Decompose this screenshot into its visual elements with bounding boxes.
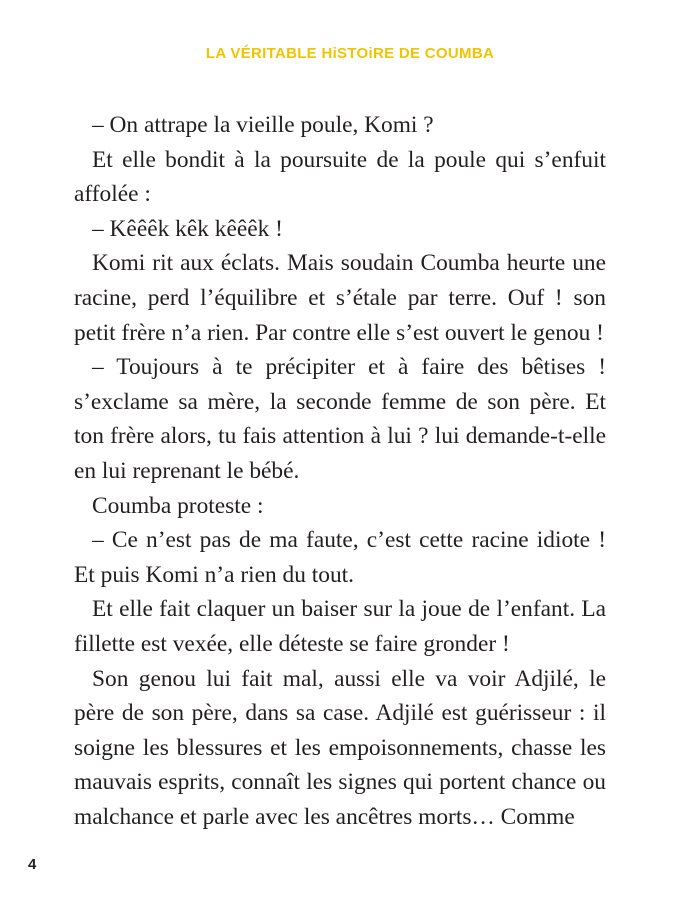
paragraph: Komi rit aux éclats. Mais soudain Coumba heurte une racine, perd l’équilibre et s’étale par terre. Ouf ! son petit frère n’a rien. Par contre elle s’est ouvert le genou ! — [74, 250, 606, 346]
paragraph: – On attrape la vieille poule, Komi ? — [92, 112, 434, 138]
page-number: 4 — [28, 856, 37, 873]
paragraph: Et elle fait claquer un baiser sur la joue de l’enfant. La fillette est vexée, elle déteste se faire gronder ! — [74, 596, 606, 657]
paragraph: – Ce n’est pas de ma faute, c’est cette racine idiote ! Et puis Komi n’a rien du tout. — [74, 527, 606, 588]
paragraph: – Toujours à te précipiter et à faire des bêtises ! s’exclame sa mère, la seconde femme de son père. Et ton frère alors, tu fais attention à lui ? lui demande-t-elle en lui reprenant le bébé. — [74, 354, 606, 484]
running-header: LA VÉRITABLE HiSTOiRE DE COUMBA — [205, 45, 495, 62]
paragraph: Coumba proteste : — [92, 492, 264, 519]
paragraph: – Kêêêk kêk kêêêk ! — [92, 215, 283, 242]
paragraph: Et elle bondit à la poursuite de la poule qui s’enfuit affolée : — [74, 146, 606, 208]
body-text — [74, 108, 606, 834]
paragraph: Son genou lui fait mal, aussi elle va voir Adjilé, le père de son père, dans sa case. Adjilé est guérisseur : il soigne les blessures et les empoisonnements, chasse les mauvais esprits, connaît les signes qui portent chance ou malchance et parle avec les ancêtres morts… Comme — [74, 665, 606, 830]
